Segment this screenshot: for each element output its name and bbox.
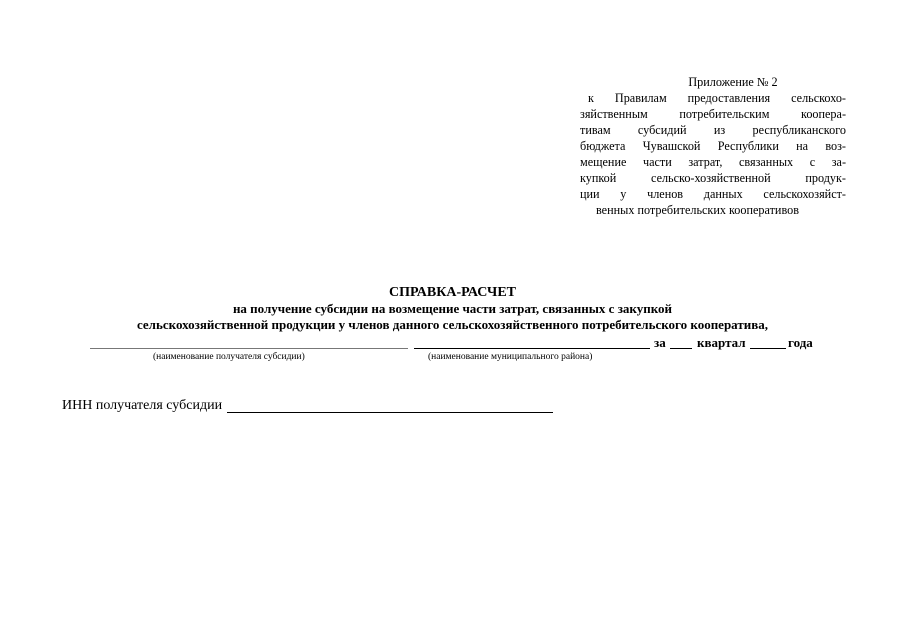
period-year-label: года [788, 335, 813, 350]
appendix-line: венных потребительских кооперативов [596, 203, 799, 217]
inn-label: ИНН получателя субсидии [62, 398, 223, 413]
document-subtitle-line-2: сельскохозяйственной продукции у членов данного сельскохозяйственного потребительского кооператива, [136, 317, 768, 332]
appendix-line: тивам субсидий из республиканского [580, 123, 846, 137]
appendix-line: ции у членов данных сельскохозяйст- [580, 187, 846, 201]
document-title: СПРАВКА-РАСЧЕТ [388, 285, 517, 300]
period-quarter-label: квартал [697, 335, 746, 350]
appendix-line: купкой сельско-хозяйственной продук- [580, 171, 846, 185]
period-row [0, 334, 905, 352]
appendix-line: бюджета Чувашской Республики на воз- [580, 139, 846, 153]
appendix-line: мещение части затрат, связанных с за- [580, 155, 846, 169]
appendix-header [580, 74, 846, 218]
appendix-line: зяйственным потребительским коопера- [580, 107, 846, 121]
quarter-number-field[interactable] [670, 334, 692, 349]
appendix-number: Приложение № 2 [688, 75, 778, 89]
appendix-line: к Правилам предоставления сельскохо- [588, 91, 846, 105]
period-for-label: за [654, 335, 666, 350]
recipient-name-field[interactable] [90, 334, 408, 349]
caption-recipient: (наименование получателя субсидии) [153, 352, 305, 362]
year-field[interactable] [750, 334, 786, 349]
document-subtitle-line-1: на получение субсидии на возмещение части затрат, связанных с закупкой [232, 301, 673, 316]
district-name-field[interactable] [414, 334, 650, 349]
caption-district: (наименование муниципального района) [428, 352, 593, 362]
inn-field[interactable] [227, 398, 553, 413]
